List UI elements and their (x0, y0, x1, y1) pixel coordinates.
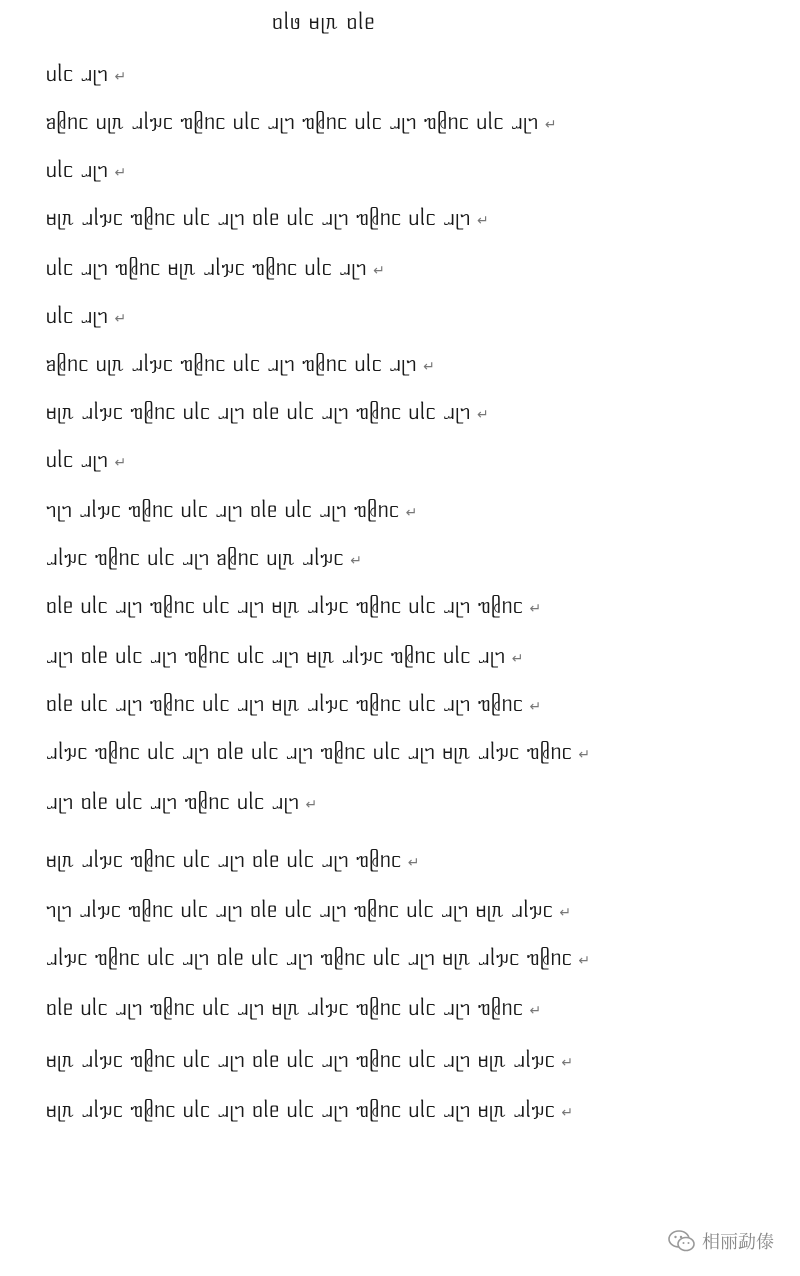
text-line: ᥛᥨᥰ ᥘᥣᥭᥴ ᥓᥪᥒᥴ ᥙᥣᥴ ᥘᥨᥐ ᥝᥣᥱ ᥙᥣᥴ ᥘᥨᥐ ᥓᥪᥒᥴ ᥙᥣᥴ ᥘᥨᥐ ↵ (46, 400, 490, 424)
text-line: ᥑᥪᥒᥴ ᥙᥨᥰ ᥘᥣᥭᥴ ᥓᥪᥒᥴ ᥙᥣᥴ ᥘᥨᥐ ᥓᥪᥒᥴ ᥙᥣᥴ ᥘᥨᥐ ᥓᥪᥒᥴ ᥙᥣᥴ ᥘᥨᥐ ↵ (46, 110, 558, 134)
watermark (668, 1228, 774, 1254)
text-line: ᥛᥨᥰ ᥘᥣᥭᥴ ᥓᥪᥒᥴ ᥙᥣᥴ ᥘᥨᥐ ᥝᥣᥱ ᥙᥣᥴ ᥘᥨᥐ ᥓᥪᥒᥴ ᥙᥣᥴ ᥘᥨᥐ ᥛᥨᥰ ᥘᥣᥭᥴ ↵ (46, 1098, 574, 1122)
text-line: ᥘᥨᥐ ᥝᥣᥱ ᥙᥣᥴ ᥘᥨᥐ ᥓᥪᥒᥴ ᥙᥣᥴ ᥘᥨᥐ ↵ (46, 790, 318, 814)
text-line: ᥙᥣᥴ ᥘᥨᥐ ↵ (46, 304, 127, 328)
text-line: ᥝᥣᥱ ᥙᥣᥴ ᥘᥨᥐ ᥓᥪᥒᥴ ᥙᥣᥴ ᥘᥨᥐ ᥛᥨᥰ ᥘᥣᥭᥴ ᥓᥪᥒᥴ ᥙᥣᥴ ᥘᥨᥐ ᥓᥪᥒᥴ ↵ (46, 996, 542, 1020)
text-line: ᥝᥣᥱ ᥙᥣᥴ ᥘᥨᥐ ᥓᥪᥒᥴ ᥙᥣᥴ ᥘᥨᥐ ᥛᥨᥰ ᥘᥣᥭᥴ ᥓᥪᥒᥴ ᥙᥣᥴ ᥘᥨᥐ ᥓᥪᥒᥴ ↵ (46, 594, 542, 618)
text-line: ᥘᥨᥐ ᥝᥣᥱ ᥙᥣᥴ ᥘᥨᥐ ᥓᥪᥒᥴ ᥙᥣᥴ ᥘᥨᥐ ᥛᥨᥰ ᥘᥣᥭᥴ ᥓᥪᥒᥴ ᥙᥣᥴ ᥘᥨᥐ ↵ (46, 644, 524, 668)
document-title: ᥝᥣᥳ ᥛᥨᥰ ᥝᥣᥱ (272, 10, 376, 34)
text-line: ᥘᥣᥭᥴ ᥓᥪᥒᥴ ᥙᥣᥴ ᥘᥨᥐ ᥝᥣᥱ ᥙᥣᥴ ᥘᥨᥐ ᥓᥪᥒᥴ ᥙᥣᥴ ᥘᥨᥐ ᥛᥨᥰ ᥘᥣᥭᥴ ᥓᥪᥒᥴ ↵ (46, 740, 591, 764)
text-line: ᥙᥣᥴ ᥘᥨᥐ ᥓᥪᥒᥴ ᥛᥨᥰ ᥘᥣᥭᥴ ᥓᥪᥒᥴ ᥙᥣᥴ ᥘᥨᥐ ↵ (46, 256, 386, 280)
text-line: ᥘᥣᥭᥴ ᥓᥪᥒᥴ ᥙᥣᥴ ᥘᥨᥐ ᥝᥣᥱ ᥙᥣᥴ ᥘᥨᥐ ᥓᥪᥒᥴ ᥙᥣᥴ ᥘᥨᥐ ᥛᥨᥰ ᥘᥣᥭᥴ ᥓᥪᥒᥴ ↵ (46, 946, 591, 970)
text-line: ᥐᥨᥐ ᥘᥣᥭᥴ ᥓᥪᥒᥴ ᥙᥣᥴ ᥘᥨᥐ ᥝᥣᥱ ᥙᥣᥴ ᥘᥨᥐ ᥓᥪᥒᥴ ↵ (46, 498, 418, 522)
text-line: ᥙᥣᥴ ᥘᥨᥐ ↵ (46, 448, 127, 472)
text-line: ᥛᥨᥰ ᥘᥣᥭᥴ ᥓᥪᥒᥴ ᥙᥣᥴ ᥘᥨᥐ ᥝᥣᥱ ᥙᥣᥴ ᥘᥨᥐ ᥓᥪᥒᥴ ↵ (46, 848, 420, 872)
text-line: ᥙᥣᥴ ᥘᥨᥐ ↵ (46, 62, 127, 86)
text-line: ᥐᥨᥐ ᥘᥣᥭᥴ ᥓᥪᥒᥴ ᥙᥣᥴ ᥘᥨᥐ ᥝᥣᥱ ᥙᥣᥴ ᥘᥨᥐ ᥓᥪᥒᥴ ᥙᥣᥴ ᥘᥨᥐ ᥛᥨᥰ ᥘᥣᥭᥴ ↵ (46, 898, 572, 922)
watermark-text: 相丽勐傣 (702, 1232, 774, 1253)
text-line: ᥛᥨᥰ ᥘᥣᥭᥴ ᥓᥪᥒᥴ ᥙᥣᥴ ᥘᥨᥐ ᥝᥣᥱ ᥙᥣᥴ ᥘᥨᥐ ᥓᥪᥒᥴ ᥙᥣᥴ ᥘᥨᥐ ↵ (46, 206, 490, 230)
text-line: ᥘᥣᥭᥴ ᥓᥪᥒᥴ ᥙᥣᥴ ᥘᥨᥐ ᥑᥪᥒᥴ ᥙᥨᥰ ᥘᥣᥭᥴ ↵ (46, 546, 363, 570)
text-line: ᥛᥨᥰ ᥘᥣᥭᥴ ᥓᥪᥒᥴ ᥙᥣᥴ ᥘᥨᥐ ᥝᥣᥱ ᥙᥣᥴ ᥘᥨᥐ ᥓᥪᥒᥴ ᥙᥣᥴ ᥘᥨᥐ ᥛᥨᥰ ᥘᥣᥭᥴ ↵ (46, 1048, 574, 1072)
wechat-icon (668, 1230, 696, 1252)
text-line: ᥙᥣᥴ ᥘᥨᥐ ↵ (46, 158, 127, 182)
text-line: ᥑᥪᥒᥴ ᥙᥨᥰ ᥘᥣᥭᥴ ᥓᥪᥒᥴ ᥙᥣᥴ ᥘᥨᥐ ᥓᥪᥒᥴ ᥙᥣᥴ ᥘᥨᥐ ↵ (46, 352, 436, 376)
text-line: ᥝᥣᥱ ᥙᥣᥴ ᥘᥨᥐ ᥓᥪᥒᥴ ᥙᥣᥴ ᥘᥨᥐ ᥛᥨᥰ ᥘᥣᥭᥴ ᥓᥪᥒᥴ ᥙᥣᥴ ᥘᥨᥐ ᥓᥪᥒᥴ ↵ (46, 692, 542, 716)
